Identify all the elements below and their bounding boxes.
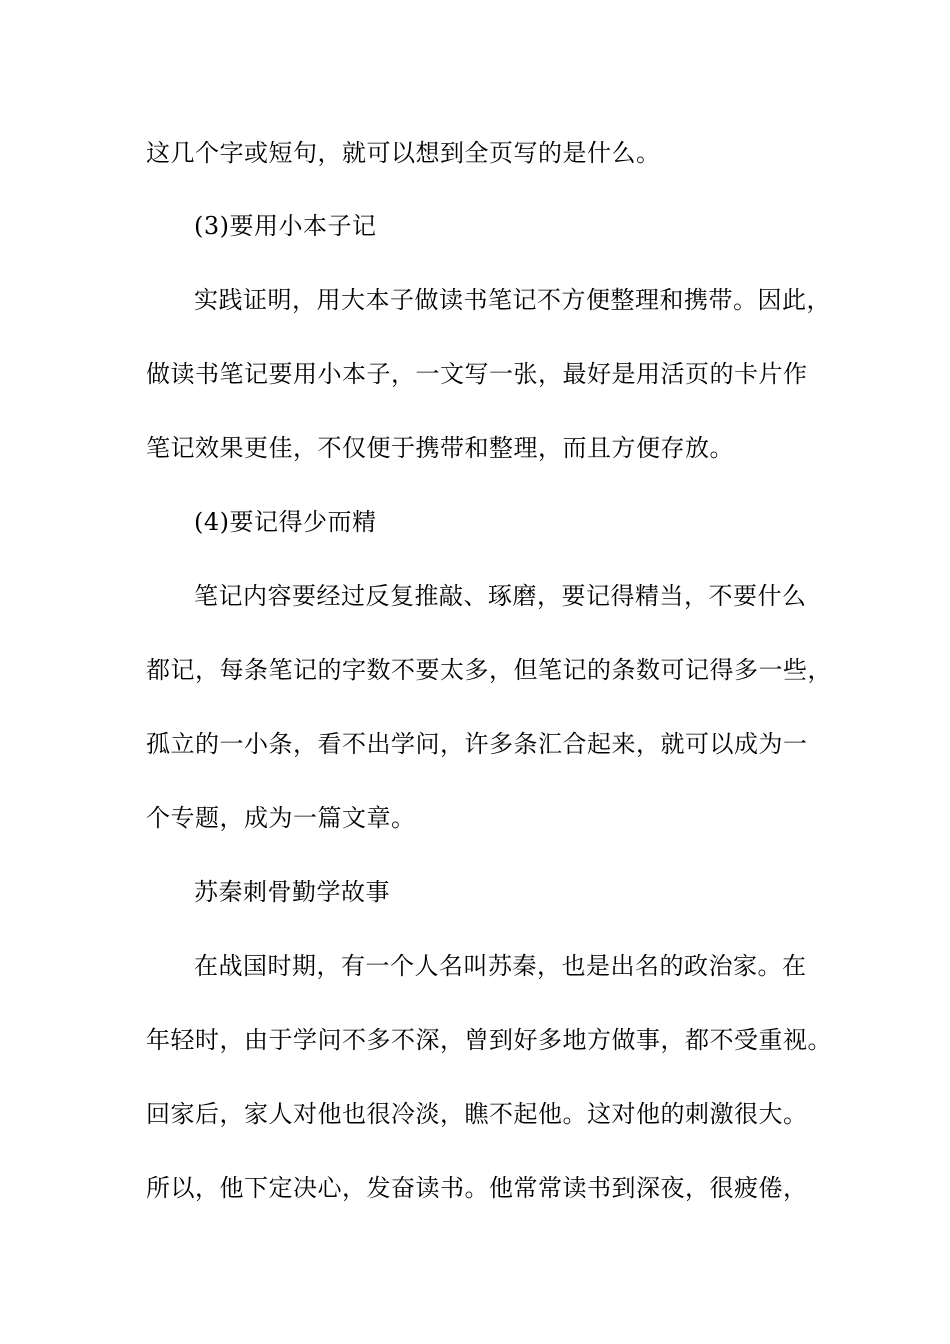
paragraph-line: 所以，他下定决心，发奋读书。他常常读书到深夜，很疲倦， xyxy=(146,1174,808,1202)
paragraph-line: 个专题，成为一篇文章。 xyxy=(146,804,416,832)
paragraph-line: 做读书笔记要用小本子，一文写一张，最好是用活页的卡片作 xyxy=(146,360,808,388)
paragraph-line: 孤立的一小条，看不出学问，许多条汇合起来，就可以成为一 xyxy=(146,730,808,758)
paragraph-line: 都记，每条笔记的字数不要太多，但笔记的条数可记得多一些， xyxy=(146,656,832,684)
paragraph-line: 笔记内容要经过反复推敲、琢磨，要记得精当，不要什么 xyxy=(194,582,807,610)
text-line: 这几个字或短句，就可以想到全页写的是什么。 xyxy=(146,139,661,167)
paragraph-line: 笔记效果更佳，不仅便于携带和整理，而且方便存放。 xyxy=(146,434,734,462)
story-title: 苏秦刺骨勤学故事 xyxy=(194,878,390,906)
paragraph-line: 回家后，家人对他也很冷淡，瞧不起他。这对他的刺激很大。 xyxy=(146,1100,808,1128)
paragraph-line: 年轻时，由于学问不多不深，曾到好多地方做事，都不受重视。 xyxy=(146,1026,832,1054)
section-heading: (4)要记得少而精 xyxy=(194,508,377,536)
paragraph-line: 实践证明，用大本子做读书笔记不方便整理和携带。因此， xyxy=(194,286,831,314)
paragraph-line: 在战国时期，有一个人名叫苏秦，也是出名的政治家。在 xyxy=(194,952,807,980)
section-heading: (3)要用小本子记 xyxy=(194,212,377,240)
